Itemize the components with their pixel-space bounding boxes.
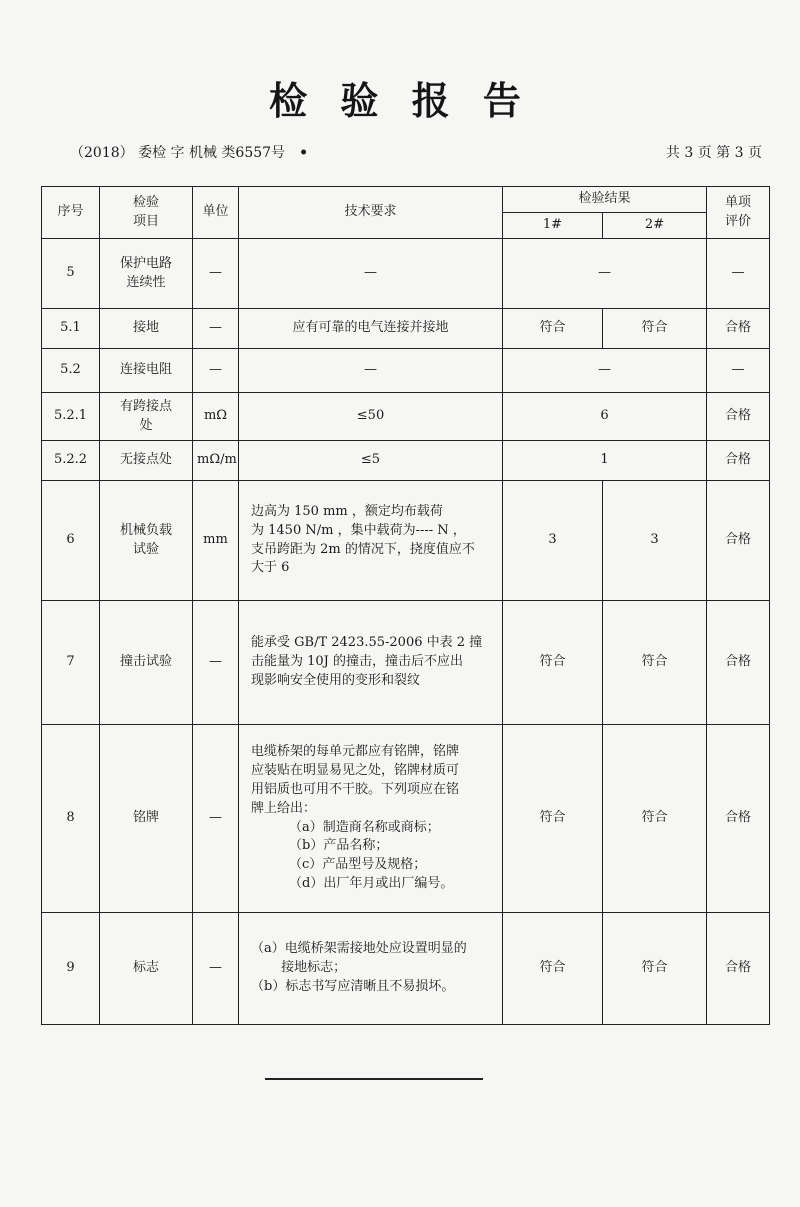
cell-unit: — <box>193 349 239 393</box>
inspection-table <box>41 186 770 1025</box>
header-requirement: 技术要求 <box>239 187 503 239</box>
cell-item: 撞击试验 <box>100 601 193 725</box>
cell-unit: — <box>193 913 239 1025</box>
cell-requirement: 能承受 GB/T 2423.55-2006 中表 2 撞 击能量为 10J 的撞击，撞击后不应出 现影响安全使用的变形和裂纹 <box>239 601 503 725</box>
table-row <box>42 725 770 913</box>
cell-unit: — <box>193 239 239 309</box>
cell-result-2: 符合 <box>603 725 707 913</box>
cell-requirement <box>239 725 503 913</box>
header-result-2: 2# <box>603 213 707 239</box>
cell-item: 无接点处 <box>100 441 193 481</box>
dot-mark: • <box>299 145 309 161</box>
table-row <box>42 349 770 393</box>
table-row <box>42 481 770 601</box>
cell-seq: 5.2 <box>42 349 100 393</box>
header-result-1: 1# <box>503 213 603 239</box>
cell-requirement: 边高为 150 mm ，额定均布载荷 为 1450 N/m ，集中载荷为---- N ， 支吊跨距为 2m 的情况下，挠度值应不 大于 6 <box>239 481 503 601</box>
cell-seq: 7 <box>42 601 100 725</box>
table-row <box>42 239 770 309</box>
report-title: 检 验 报 告 <box>269 78 531 123</box>
cell-evaluation: 合格 <box>707 393 770 441</box>
cell-seq: 5.2.2 <box>42 441 100 481</box>
header-evaluation: 单项 评价 <box>707 187 770 239</box>
cell-requirement: 应有可靠的电气连接并接地 <box>239 309 503 349</box>
cell-evaluation: — <box>707 239 770 309</box>
cell-evaluation: 合格 <box>707 481 770 601</box>
cell-result-1: 符合 <box>503 913 603 1025</box>
cell-result-1: 符合 <box>503 309 603 349</box>
cell-requirement: ≤50 <box>239 393 503 441</box>
requirement-list: （a）制造商名称或商标； （b）产品名称； （c）产品型号及规格； （d）出厂年月或出厂编号。 <box>289 819 454 892</box>
table-row <box>42 309 770 349</box>
table-row <box>42 913 770 1025</box>
footer-line <box>265 1078 483 1080</box>
header-seq: 序号 <box>42 187 100 239</box>
requirement-text: 电缆桥架的每单元都应有铭牌，铭牌 应装贴在明显易见之处，铭牌材质可 用铝质也可用不干胶。下列项应在铭 牌上给出： <box>251 744 460 816</box>
page-info: 共 3 页 第 3 页 <box>665 145 762 161</box>
cell-result-2: 3 <box>603 481 707 601</box>
cell-seq: 6 <box>42 481 100 601</box>
cell-result-1: 符合 <box>503 725 603 913</box>
cell-seq: 8 <box>42 725 100 913</box>
report-number-line <box>70 142 308 162</box>
cell-unit: mΩ/m <box>193 441 239 481</box>
cell-result-merged: 6 <box>503 393 707 441</box>
cell-seq: 5.2.1 <box>42 393 100 441</box>
cell-item: 铭牌 <box>100 725 193 913</box>
cell-unit: — <box>193 309 239 349</box>
table-row <box>42 393 770 441</box>
cell-requirement: （a）电缆桥架需接地处应设置明显的 接地标志； （b）标志书写应清晰且不易损坏。 <box>239 913 503 1025</box>
header-unit: 单位 <box>193 187 239 239</box>
cell-unit: mΩ <box>193 393 239 441</box>
cell-result-2: 符合 <box>603 309 707 349</box>
header-result: 检验结果 <box>503 187 707 213</box>
cell-result-merged: — <box>503 349 707 393</box>
cell-evaluation: 合格 <box>707 441 770 481</box>
cell-evaluation: — <box>707 349 770 393</box>
cell-result-merged: 1 <box>503 441 707 481</box>
cell-seq: 5 <box>42 239 100 309</box>
header-item: 检验 项目 <box>100 187 193 239</box>
cell-evaluation: 合格 <box>707 601 770 725</box>
cell-seq: 5.1 <box>42 309 100 349</box>
cell-result-merged: — <box>503 239 707 309</box>
cell-result-2: 符合 <box>603 913 707 1025</box>
cell-item: 连接电阻 <box>100 349 193 393</box>
table-row <box>42 601 770 725</box>
cell-unit: mm <box>193 481 239 601</box>
cell-evaluation: 合格 <box>707 913 770 1025</box>
cell-unit: — <box>193 601 239 725</box>
cell-seq: 9 <box>42 913 100 1025</box>
cell-requirement: — <box>239 349 503 393</box>
cell-result-2: 符合 <box>603 601 707 725</box>
cell-item: 保护电路 连续性 <box>100 239 193 309</box>
cell-result-1: 3 <box>503 481 603 601</box>
cell-item: 接地 <box>100 309 193 349</box>
cell-evaluation: 合格 <box>707 309 770 349</box>
cell-requirement: ≤5 <box>239 441 503 481</box>
cell-evaluation: 合格 <box>707 725 770 913</box>
table-row <box>42 441 770 481</box>
report-number: （2018） 委检 字 机械 类6557号 <box>70 145 286 161</box>
cell-item: 有跨接点 处 <box>100 393 193 441</box>
cell-unit: — <box>193 725 239 913</box>
cell-result-1: 符合 <box>503 601 603 725</box>
cell-item: 机械负载 试验 <box>100 481 193 601</box>
cell-requirement: — <box>239 239 503 309</box>
cell-item: 标志 <box>100 913 193 1025</box>
